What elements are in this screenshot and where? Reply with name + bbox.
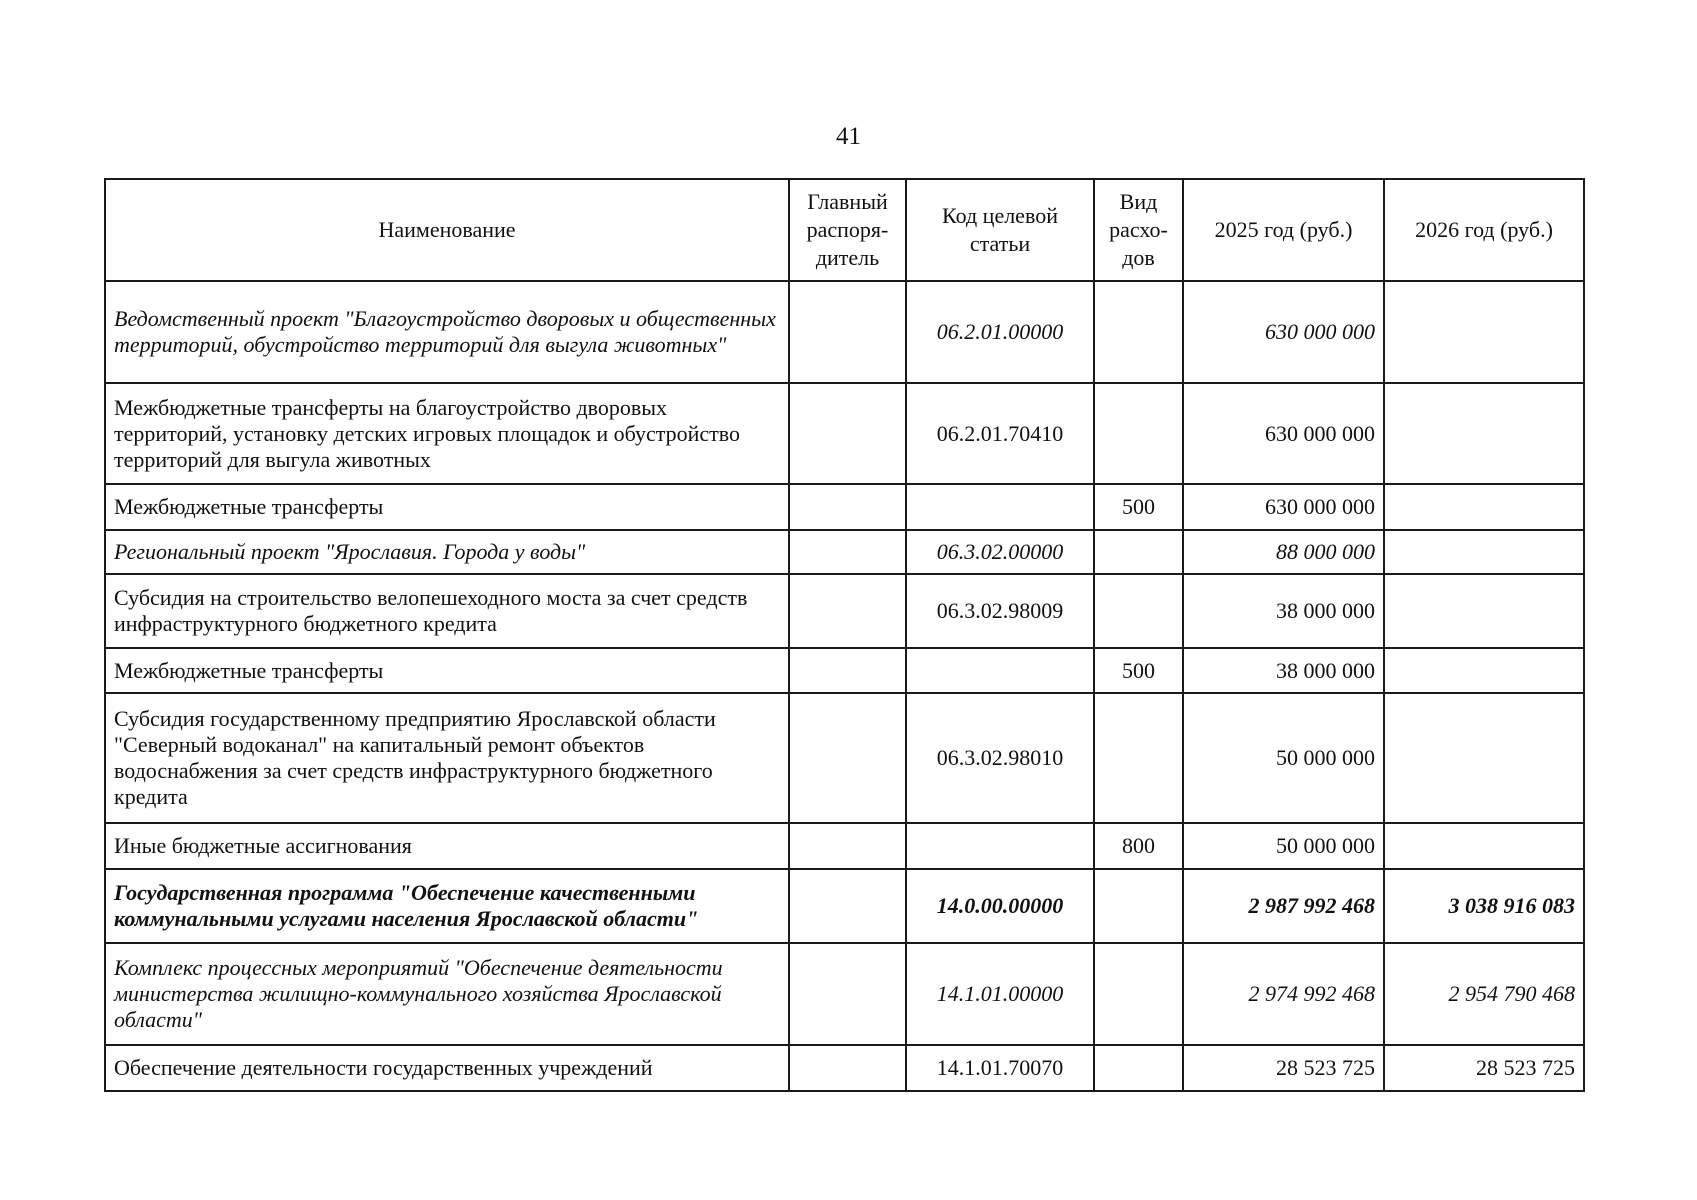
row-value-2026: 2 954 790 468 bbox=[1384, 943, 1584, 1045]
table-row bbox=[105, 530, 1584, 574]
row-name: Государственная программа "Обеспечение качественными коммунальными услугами населения Ярославской области" bbox=[105, 869, 789, 943]
table-row bbox=[105, 693, 1584, 823]
page-number: 41 bbox=[836, 123, 861, 150]
row-expense-type bbox=[1094, 693, 1183, 823]
row-manager bbox=[789, 823, 906, 869]
row-value-2025: 630 000 000 bbox=[1183, 484, 1384, 530]
row-value-2025: 88 000 000 bbox=[1183, 530, 1384, 574]
row-value-2025: 50 000 000 bbox=[1183, 823, 1384, 869]
row-manager bbox=[789, 943, 906, 1045]
row-code bbox=[906, 648, 1094, 693]
row-name: Межбюджетные трансферты на благоустройство дворовых территорий, установку детских игровых площадок и обустройство территорий для выгула животных bbox=[105, 383, 789, 484]
header-manager: Главный распоря-дитель bbox=[789, 179, 906, 281]
row-value-2025: 50 000 000 bbox=[1183, 693, 1384, 823]
header-expense-type: Вид расхо-дов bbox=[1094, 179, 1183, 281]
row-code: 06.2.01.00000 bbox=[906, 281, 1094, 383]
row-expense-type bbox=[1094, 1045, 1183, 1091]
table-row bbox=[105, 648, 1584, 693]
header-year-2025: 2025 год (руб.) bbox=[1183, 179, 1384, 281]
table-row bbox=[105, 281, 1584, 383]
header-name: Наименование bbox=[105, 179, 789, 281]
row-manager bbox=[789, 484, 906, 530]
row-value-2026 bbox=[1384, 484, 1584, 530]
row-value-2025: 2 987 992 468 bbox=[1183, 869, 1384, 943]
row-value-2025: 2 974 992 468 bbox=[1183, 943, 1384, 1045]
row-expense-type bbox=[1094, 281, 1183, 383]
row-code bbox=[906, 484, 1094, 530]
row-manager bbox=[789, 281, 906, 383]
row-value-2025: 28 523 725 bbox=[1183, 1045, 1384, 1091]
row-code: 06.3.02.00000 bbox=[906, 530, 1094, 574]
row-expense-type bbox=[1094, 943, 1183, 1045]
row-value-2026 bbox=[1384, 530, 1584, 574]
row-name: Региональный проект "Ярославия. Города у воды" bbox=[105, 530, 789, 574]
row-manager bbox=[789, 693, 906, 823]
row-code: 14.1.01.70070 bbox=[906, 1045, 1094, 1091]
row-value-2026 bbox=[1384, 574, 1584, 648]
row-expense-type bbox=[1094, 869, 1183, 943]
row-code: 06.2.01.70410 bbox=[906, 383, 1094, 484]
row-value-2026 bbox=[1384, 648, 1584, 693]
row-value-2025: 630 000 000 bbox=[1183, 383, 1384, 484]
row-expense-type: 800 bbox=[1094, 823, 1183, 869]
row-value-2025: 630 000 000 bbox=[1183, 281, 1384, 383]
budget-table bbox=[104, 178, 1585, 1092]
row-value-2026: 28 523 725 bbox=[1384, 1045, 1584, 1091]
table-row bbox=[105, 383, 1584, 484]
row-code: 14.1.01.00000 bbox=[906, 943, 1094, 1045]
row-manager bbox=[789, 1045, 906, 1091]
row-value-2025: 38 000 000 bbox=[1183, 574, 1384, 648]
table-row bbox=[105, 484, 1584, 530]
row-name: Комплекс процессных мероприятий "Обеспечение деятельности министерства жилищно-коммунального хозяйства Ярославской области" bbox=[105, 943, 789, 1045]
row-expense-type bbox=[1094, 383, 1183, 484]
row-name: Межбюджетные трансферты bbox=[105, 648, 789, 693]
row-expense-type: 500 bbox=[1094, 648, 1183, 693]
table-row bbox=[105, 869, 1584, 943]
row-manager bbox=[789, 383, 906, 484]
row-expense-type: 500 bbox=[1094, 484, 1183, 530]
row-expense-type bbox=[1094, 530, 1183, 574]
row-value-2026: 3 038 916 083 bbox=[1384, 869, 1584, 943]
row-value-2026 bbox=[1384, 823, 1584, 869]
row-name: Субсидия на строительство велопешеходного моста за счет средств инфраструктурного бюджетного кредита bbox=[105, 574, 789, 648]
row-value-2026 bbox=[1384, 693, 1584, 823]
row-value-2025: 38 000 000 bbox=[1183, 648, 1384, 693]
row-manager bbox=[789, 574, 906, 648]
table-row bbox=[105, 1045, 1584, 1091]
row-name: Межбюджетные трансферты bbox=[105, 484, 789, 530]
row-name: Ведомственный проект "Благоустройство дворовых и общественных территорий, обустройство территорий для выгула животных" bbox=[105, 281, 789, 383]
row-code: 06.3.02.98009 bbox=[906, 574, 1094, 648]
row-value-2026 bbox=[1384, 383, 1584, 484]
row-code bbox=[906, 823, 1094, 869]
header-year-2026: 2026 год (руб.) bbox=[1384, 179, 1584, 281]
header-code: Код целевой статьи bbox=[906, 179, 1094, 281]
row-manager bbox=[789, 530, 906, 574]
table-header-row bbox=[105, 179, 1584, 281]
row-manager bbox=[789, 648, 906, 693]
row-expense-type bbox=[1094, 574, 1183, 648]
row-name: Иные бюджетные ассигнования bbox=[105, 823, 789, 869]
row-code: 14.0.00.00000 bbox=[906, 869, 1094, 943]
row-name: Обеспечение деятельности государственных учреждений bbox=[105, 1045, 789, 1091]
table-row bbox=[105, 574, 1584, 648]
row-value-2026 bbox=[1384, 281, 1584, 383]
row-manager bbox=[789, 869, 906, 943]
table-row bbox=[105, 823, 1584, 869]
table-row bbox=[105, 943, 1584, 1045]
row-name: Субсидия государственному предприятию Ярославской области "Северный водоканал" на капитальный ремонт объектов водоснабжения за счет средств инфраструктурного бюджетного кредита bbox=[105, 693, 789, 823]
row-code: 06.3.02.98010 bbox=[906, 693, 1094, 823]
